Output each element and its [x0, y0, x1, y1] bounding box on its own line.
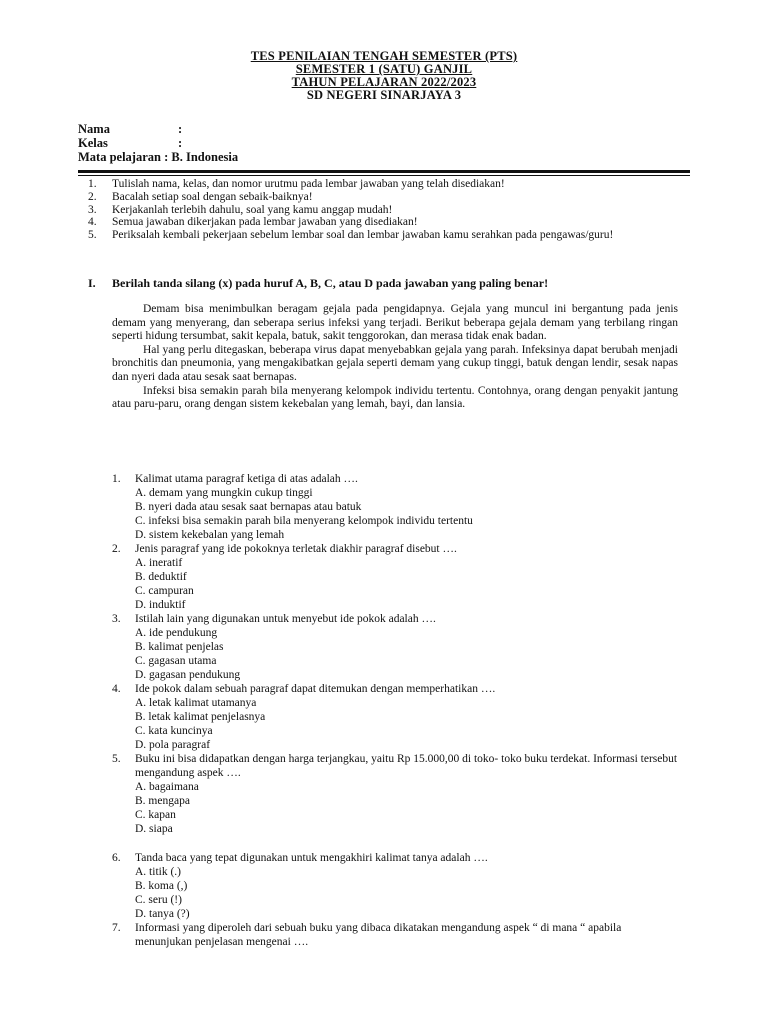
answer-option: D. pola paragraf — [135, 739, 211, 751]
identity-label: Nama — [78, 122, 110, 136]
header-divider-thin — [78, 175, 690, 176]
answer-option: D. sistem kekebalan yang lemah — [135, 529, 285, 541]
reading-passage — [112, 303, 678, 412]
identity-row-name — [78, 122, 238, 136]
question-item — [112, 682, 678, 752]
answer-option: B. nyeri dada atau sesak saat bernapas atau batuk — [135, 501, 362, 513]
answer-option: B. letak kalimat penjelasnya — [135, 711, 266, 723]
student-identity — [78, 122, 238, 164]
exam-year: TAHUN PELAJARAN 2022/2023 — [291, 75, 477, 89]
exam-header — [0, 50, 768, 102]
answer-option: C. gagasan utama — [135, 655, 217, 667]
identity-value: B. Indonesia — [171, 150, 239, 164]
answer-option: C. seru (!) — [135, 894, 182, 906]
answer-options — [135, 626, 678, 682]
answer-options — [135, 486, 678, 542]
question-number: 1. — [112, 473, 121, 485]
question-text: Tanda baca yang tepat digunakan untuk mengakhiri kalimat tanya adalah …. — [135, 852, 488, 864]
answer-option: A. ide pendukung — [135, 627, 218, 639]
question-number: 7. — [112, 922, 121, 934]
answer-options — [135, 865, 678, 921]
identity-colon: : — [160, 150, 172, 164]
answer-option: A. letak kalimat utamanya — [135, 697, 257, 709]
question-item — [112, 921, 678, 949]
answer-option: D. tanya (?) — [135, 908, 190, 920]
answer-options — [135, 696, 678, 752]
question-item — [112, 752, 678, 836]
answer-option: B. deduktif — [135, 571, 187, 583]
header-divider — [78, 170, 690, 173]
question-item — [112, 472, 678, 542]
answer-option: B. mengapa — [135, 795, 190, 807]
answer-option: D. siapa — [135, 823, 173, 835]
passage-paragraph: Hal yang perlu ditegaskan, beberapa virus dapat menyebabkan gejala yang parah. Infeksinya dapat berubah menjadi bronchitis dan pneumonia, yang mengakibatkan gejala seperti demam yang cukup tinggi, batuk dengan lendir, sesak napas dan nyeri dada atau sesak saat bernapas. — [112, 343, 678, 383]
question-number: 4. — [112, 683, 121, 695]
question-text: Istilah lain yang digunakan untuk menyebut ide pokok adalah …. — [135, 613, 436, 625]
exam-semester: SEMESTER 1 (SATU) GANJIL — [295, 62, 473, 76]
section-instruction: Berilah tanda silang (x) pada huruf A, B, C, atau D pada jawaban yang paling benar! — [112, 276, 549, 290]
question-text: Kalimat utama paragraf ketiga di atas adalah …. — [135, 473, 358, 485]
answer-option: A. demam yang mungkin cukup tinggi — [135, 487, 313, 499]
answer-option: D. induktif — [135, 599, 186, 611]
identity-row-subject — [78, 150, 238, 164]
answer-option: A. titik (.) — [135, 866, 181, 878]
instruction-item: 3. Kerjakanlah terlebih dahulu, soal yang kamu anggap mudah! — [88, 203, 393, 216]
question-item — [112, 851, 678, 921]
question-item — [112, 612, 678, 682]
question-number: 6. — [112, 852, 121, 864]
answer-option: D. gagasan pendukung — [135, 669, 241, 681]
instruction-item: 1. Tulislah nama, kelas, dan nomor urutmu pada lembar jawaban yang telah disediakan! — [88, 178, 505, 190]
instruction-item: 4. Semua jawaban dikerjakan pada lembar jawaban yang disediakan! — [88, 216, 418, 229]
identity-colon: : — [178, 136, 183, 150]
instructions-list — [88, 178, 680, 242]
identity-label: Mata pelajaran — [78, 150, 161, 164]
passage-paragraph: Demam bisa menimbulkan beragam gejala pada pengidapnya. Gejala yang muncul ini bergantung pada jenis demam yang menyerang, dan seberapa serius infeksi yang terjadi. Berikut beberapa gejala demam yang terbilang ringan seperti hidung tersumbat, sakit kepala, batuk, sakit tenggorokan, dan merasa tidak enak badan. — [112, 303, 678, 343]
identity-row-class — [78, 136, 238, 150]
instruction-item: 2. Bacalah setiap soal dengan sebaik-baiknya! — [88, 190, 313, 203]
identity-colon: : — [178, 122, 183, 136]
instruction-item: 5. Periksalah kembali pekerjaan sebelum lembar soal dan lembar jawaban kamu serahkan pada pengawas/guru! — [88, 229, 614, 242]
section-number: I. — [88, 276, 96, 290]
answer-option: B. kalimat penjelas — [135, 641, 224, 653]
answer-option: A. bagaimana — [135, 781, 199, 793]
answer-option: C. kapan — [135, 809, 176, 821]
answer-option: A. ineratif — [135, 557, 183, 569]
answer-option: C. kata kuncinya — [135, 725, 213, 737]
question-text: Buku ini bisa didapatkan dengan harga terjangkau, yaitu Rp 15.000,00 di toko- toko buku terdekat. Informasi tersebut mengandung aspek …. — [135, 753, 678, 779]
question-number: 3. — [112, 613, 121, 625]
question-text: Ide pokok dalam sebuah paragraf dapat ditemukan dengan memperhatikan …. — [135, 683, 496, 695]
section-title — [88, 276, 548, 291]
answer-options — [135, 780, 678, 836]
question-text: Informasi yang diperoleh dari sebuah buku yang dibaca dikatakan mengandung aspek “ di mana “ apabila menunjukan penjelasan mengenai …. — [135, 922, 622, 948]
answer-option: C. infeksi bisa semakin parah bila menyerang kelompok individu tertentu — [135, 515, 473, 527]
question-number: 2. — [112, 543, 121, 555]
question-item — [112, 542, 678, 612]
exam-school: SD NEGERI SINARJAYA 3 — [306, 88, 462, 102]
exam-title: TES PENILAIAN TENGAH SEMESTER (PTS) — [250, 49, 518, 63]
answer-option: C. campuran — [135, 585, 194, 597]
question-number: 5. — [112, 753, 121, 765]
question-list — [112, 472, 678, 949]
identity-label: Kelas — [78, 136, 108, 150]
question-text: Jenis paragraf yang ide pokoknya terletak diakhir paragraf disebut …. — [135, 543, 457, 555]
passage-paragraph: Infeksi bisa semakin parah bila menyerang kelompok individu tertentu. Contohnya, orang dengan penyakit jantung atau paru-paru, orang dengan sistem kekebalan yang lemah, bayi, dan lansia. — [112, 384, 678, 411]
answer-option: B. koma (,) — [135, 880, 188, 892]
answer-options — [135, 556, 678, 612]
